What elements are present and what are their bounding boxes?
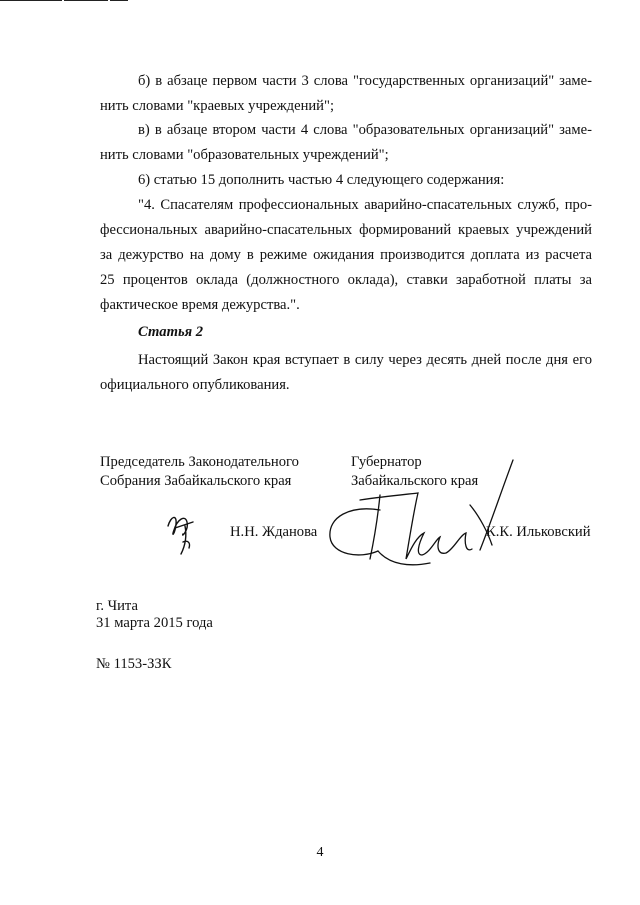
item-b-paragraph (100, 69, 592, 119)
signing-date: 31 марта 2015 года (96, 615, 213, 631)
governor-signature (320, 455, 520, 580)
chairman-title-line: Председатель Законодательного (100, 454, 299, 470)
governor-name: К.К. Ильковский (486, 524, 591, 540)
quote-paragraph (100, 193, 592, 318)
governor-title-line: Губернатор (351, 454, 422, 470)
item-b-line: нить словами "краевых учреждений"; (100, 98, 335, 114)
city: г. Чита (96, 598, 138, 614)
scan-artifact-line (64, 0, 108, 1)
item-v-line: в) в абзаце втором части 4 слова "образовательных организаций" заме- (138, 122, 592, 138)
chairman-signature (163, 508, 203, 558)
scan-artifact-line (110, 0, 128, 1)
quote-line: фессиональных аварийно-спасательных формирований краевых учреждений (100, 222, 592, 238)
article2-paragraph (100, 348, 592, 398)
law-number: № 1153-ЗЗК (96, 656, 172, 672)
quote-line: "4. Спасателям профессиональных аварийно-спасательных служб, про- (138, 197, 592, 213)
article2-line: Настоящий Закон края вступает в силу через десять дней после дня его (138, 352, 592, 368)
article2-line: официального опубликования. (100, 377, 290, 393)
scan-artifact-line (0, 0, 62, 1)
item-b-line: б) в абзаце первом части 3 слова "государственных организаций" заме- (138, 73, 592, 89)
quote-line: фактическое время дежурства.". (100, 297, 300, 313)
page-number: 4 (316, 845, 324, 860)
item-v-paragraph (100, 118, 592, 168)
quote-line: за дежурство на дому в режиме ожидания производится доплата из расчета (100, 247, 592, 263)
chairman-title-line: Собрания Забайкальского края (100, 473, 292, 489)
quote-line: 25 процентов оклада (должностного оклада), ставки заработной платы за (100, 272, 592, 288)
governor-title-line: Забайкальского края (351, 473, 479, 489)
article-heading: Статья 2 (138, 324, 204, 340)
chairman-title (100, 453, 299, 491)
item-6-line: 6) статью 15 дополнить частью 4 следующего содержания: (138, 172, 505, 188)
item-v-line: нить словами "образовательных учреждений"; (100, 147, 389, 163)
chairman-name: Н.Н. Жданова (230, 524, 318, 540)
item-6-paragraph (100, 168, 592, 193)
